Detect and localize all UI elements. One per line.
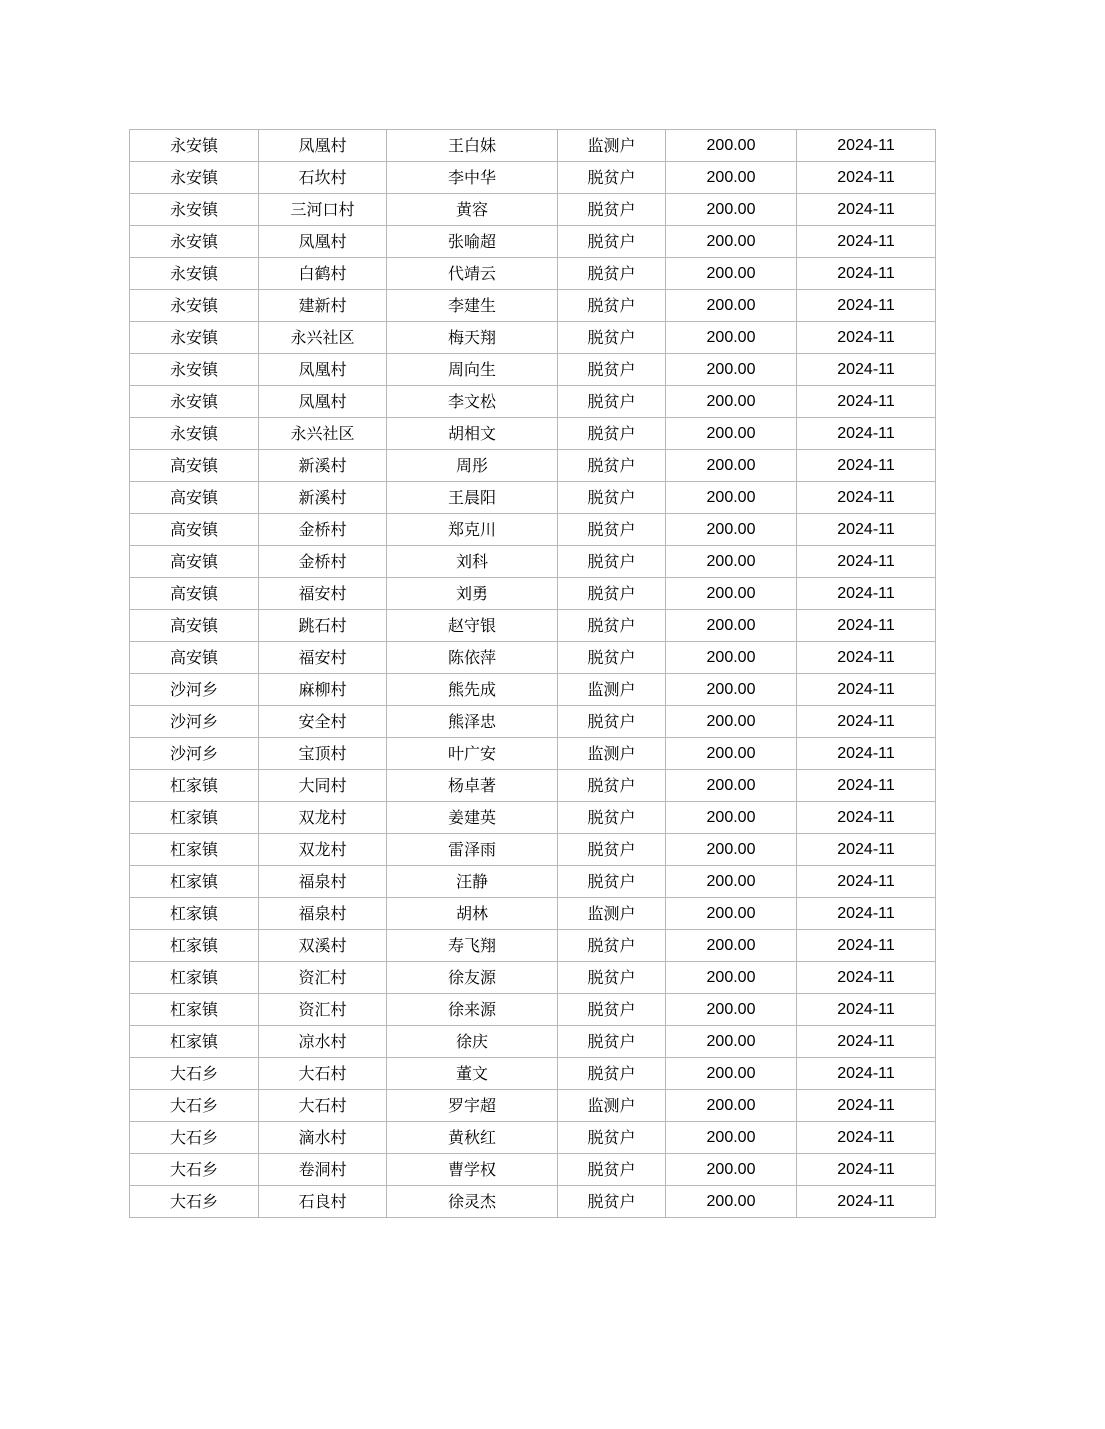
amount-cell: 200.00 (666, 1090, 797, 1122)
table-row (130, 1090, 936, 1122)
name-cell: 赵守银 (387, 610, 558, 642)
town-cell: 永安镇 (130, 194, 259, 226)
amount-cell: 200.00 (666, 610, 797, 642)
village-cell: 滴水村 (259, 1122, 387, 1154)
table-row (130, 258, 936, 290)
table-row (130, 194, 936, 226)
village-cell: 资汇村 (259, 962, 387, 994)
name-cell: 张喻超 (387, 226, 558, 258)
village-cell: 永兴社区 (259, 322, 387, 354)
household-type-cell: 脱贫户 (558, 930, 666, 962)
table-row (130, 482, 936, 514)
amount-cell: 200.00 (666, 898, 797, 930)
name-cell: 黄容 (387, 194, 558, 226)
table-row (130, 226, 936, 258)
town-cell: 大石乡 (130, 1186, 259, 1218)
table-row (130, 386, 936, 418)
household-type-cell: 脱贫户 (558, 866, 666, 898)
town-cell: 高安镇 (130, 546, 259, 578)
town-cell: 杠家镇 (130, 994, 259, 1026)
village-cell: 白鹤村 (259, 258, 387, 290)
period-cell: 2024-11 (797, 642, 936, 674)
amount-cell: 200.00 (666, 450, 797, 482)
table-row (130, 866, 936, 898)
amount-cell: 200.00 (666, 386, 797, 418)
town-cell: 永安镇 (130, 258, 259, 290)
town-cell: 沙河乡 (130, 706, 259, 738)
period-cell: 2024-11 (797, 162, 936, 194)
household-type-cell: 脱贫户 (558, 578, 666, 610)
household-type-cell: 脱贫户 (558, 418, 666, 450)
table-row (130, 738, 936, 770)
household-type-cell: 脱贫户 (558, 290, 666, 322)
period-cell: 2024-11 (797, 898, 936, 930)
town-cell: 大石乡 (130, 1154, 259, 1186)
household-type-cell: 脱贫户 (558, 258, 666, 290)
period-cell: 2024-11 (797, 290, 936, 322)
village-cell: 凤凰村 (259, 354, 387, 386)
village-cell: 大石村 (259, 1058, 387, 1090)
town-cell: 永安镇 (130, 418, 259, 450)
town-cell: 杠家镇 (130, 802, 259, 834)
town-cell: 永安镇 (130, 386, 259, 418)
name-cell: 徐友源 (387, 962, 558, 994)
amount-cell: 200.00 (666, 514, 797, 546)
amount-cell: 200.00 (666, 290, 797, 322)
table-row (130, 674, 936, 706)
village-cell: 麻柳村 (259, 674, 387, 706)
village-cell: 凤凰村 (259, 130, 387, 162)
period-cell: 2024-11 (797, 866, 936, 898)
table-row (130, 1026, 936, 1058)
household-type-cell: 脱贫户 (558, 450, 666, 482)
name-cell: 代靖云 (387, 258, 558, 290)
town-cell: 永安镇 (130, 162, 259, 194)
town-cell: 大石乡 (130, 1090, 259, 1122)
town-cell: 永安镇 (130, 226, 259, 258)
household-type-cell: 脱贫户 (558, 162, 666, 194)
household-type-cell: 脱贫户 (558, 610, 666, 642)
village-cell: 凉水村 (259, 1026, 387, 1058)
table-row (130, 834, 936, 866)
table-row (130, 290, 936, 322)
amount-cell: 200.00 (666, 418, 797, 450)
amount-cell: 200.00 (666, 994, 797, 1026)
amount-cell: 200.00 (666, 258, 797, 290)
amount-cell: 200.00 (666, 770, 797, 802)
amount-cell: 200.00 (666, 962, 797, 994)
village-cell: 石坎村 (259, 162, 387, 194)
household-type-cell: 脱贫户 (558, 706, 666, 738)
table-row (130, 610, 936, 642)
village-cell: 大石村 (259, 1090, 387, 1122)
amount-cell: 200.00 (666, 578, 797, 610)
period-cell: 2024-11 (797, 770, 936, 802)
period-cell: 2024-11 (797, 386, 936, 418)
village-cell: 新溪村 (259, 482, 387, 514)
amount-cell: 200.00 (666, 1058, 797, 1090)
town-cell: 高安镇 (130, 482, 259, 514)
town-cell: 高安镇 (130, 450, 259, 482)
town-cell: 杠家镇 (130, 962, 259, 994)
period-cell: 2024-11 (797, 738, 936, 770)
town-cell: 永安镇 (130, 354, 259, 386)
period-cell: 2024-11 (797, 1058, 936, 1090)
village-cell: 金桥村 (259, 514, 387, 546)
table-body (130, 130, 936, 1218)
village-cell: 建新村 (259, 290, 387, 322)
name-cell: 罗宇超 (387, 1090, 558, 1122)
village-cell: 福安村 (259, 642, 387, 674)
town-cell: 大石乡 (130, 1122, 259, 1154)
household-type-cell: 脱贫户 (558, 1154, 666, 1186)
household-type-cell: 脱贫户 (558, 642, 666, 674)
amount-cell: 200.00 (666, 1026, 797, 1058)
village-cell: 跳石村 (259, 610, 387, 642)
table-row (130, 642, 936, 674)
town-cell: 高安镇 (130, 578, 259, 610)
table-row (130, 578, 936, 610)
name-cell: 刘勇 (387, 578, 558, 610)
household-type-cell: 脱贫户 (558, 962, 666, 994)
household-type-cell: 脱贫户 (558, 514, 666, 546)
amount-cell: 200.00 (666, 482, 797, 514)
period-cell: 2024-11 (797, 1186, 936, 1218)
name-cell: 寿飞翔 (387, 930, 558, 962)
household-type-cell: 脱贫户 (558, 994, 666, 1026)
amount-cell: 200.00 (666, 706, 797, 738)
name-cell: 徐来源 (387, 994, 558, 1026)
name-cell: 胡林 (387, 898, 558, 930)
amount-cell: 200.00 (666, 1154, 797, 1186)
town-cell: 杠家镇 (130, 1026, 259, 1058)
village-cell: 双溪村 (259, 930, 387, 962)
period-cell: 2024-11 (797, 130, 936, 162)
amount-cell: 200.00 (666, 1122, 797, 1154)
table-row (130, 994, 936, 1026)
household-type-cell: 监测户 (558, 898, 666, 930)
table-row (130, 1154, 936, 1186)
amount-cell: 200.00 (666, 162, 797, 194)
town-cell: 杠家镇 (130, 898, 259, 930)
name-cell: 刘科 (387, 546, 558, 578)
amount-cell: 200.00 (666, 802, 797, 834)
town-cell: 高安镇 (130, 642, 259, 674)
town-cell: 杠家镇 (130, 770, 259, 802)
household-type-cell: 监测户 (558, 674, 666, 706)
amount-cell: 200.00 (666, 834, 797, 866)
household-type-cell: 监测户 (558, 130, 666, 162)
amount-cell: 200.00 (666, 738, 797, 770)
village-cell: 三河口村 (259, 194, 387, 226)
name-cell: 周彤 (387, 450, 558, 482)
period-cell: 2024-11 (797, 1090, 936, 1122)
period-cell: 2024-11 (797, 226, 936, 258)
amount-cell: 200.00 (666, 642, 797, 674)
household-type-cell: 脱贫户 (558, 1122, 666, 1154)
table-row (130, 930, 936, 962)
village-cell: 大同村 (259, 770, 387, 802)
village-cell: 金桥村 (259, 546, 387, 578)
period-cell: 2024-11 (797, 546, 936, 578)
village-cell: 永兴社区 (259, 418, 387, 450)
name-cell: 李文松 (387, 386, 558, 418)
household-type-cell: 脱贫户 (558, 834, 666, 866)
table-row (130, 130, 936, 162)
name-cell: 叶广安 (387, 738, 558, 770)
amount-cell: 200.00 (666, 1186, 797, 1218)
village-cell: 资汇村 (259, 994, 387, 1026)
period-cell: 2024-11 (797, 610, 936, 642)
name-cell: 熊泽忠 (387, 706, 558, 738)
amount-cell: 200.00 (666, 866, 797, 898)
household-type-cell: 脱贫户 (558, 226, 666, 258)
name-cell: 黄秋红 (387, 1122, 558, 1154)
period-cell: 2024-11 (797, 578, 936, 610)
name-cell: 李建生 (387, 290, 558, 322)
period-cell: 2024-11 (797, 802, 936, 834)
town-cell: 沙河乡 (130, 738, 259, 770)
town-cell: 杠家镇 (130, 834, 259, 866)
period-cell: 2024-11 (797, 482, 936, 514)
name-cell: 姜建英 (387, 802, 558, 834)
period-cell: 2024-11 (797, 514, 936, 546)
table-row (130, 962, 936, 994)
household-type-cell: 脱贫户 (558, 1058, 666, 1090)
village-cell: 双龙村 (259, 802, 387, 834)
village-cell: 凤凰村 (259, 226, 387, 258)
household-type-cell: 脱贫户 (558, 194, 666, 226)
table-row (130, 354, 936, 386)
name-cell: 董文 (387, 1058, 558, 1090)
name-cell: 王晨阳 (387, 482, 558, 514)
table-row (130, 162, 936, 194)
village-cell: 卷洞村 (259, 1154, 387, 1186)
period-cell: 2024-11 (797, 706, 936, 738)
town-cell: 永安镇 (130, 130, 259, 162)
village-cell: 宝顶村 (259, 738, 387, 770)
amount-cell: 200.00 (666, 226, 797, 258)
amount-cell: 200.00 (666, 130, 797, 162)
period-cell: 2024-11 (797, 258, 936, 290)
period-cell: 2024-11 (797, 450, 936, 482)
town-cell: 杠家镇 (130, 930, 259, 962)
period-cell: 2024-11 (797, 1154, 936, 1186)
name-cell: 徐灵杰 (387, 1186, 558, 1218)
period-cell: 2024-11 (797, 1026, 936, 1058)
household-type-cell: 脱贫户 (558, 546, 666, 578)
town-cell: 杠家镇 (130, 866, 259, 898)
household-type-cell: 脱贫户 (558, 482, 666, 514)
town-cell: 高安镇 (130, 514, 259, 546)
data-table (129, 129, 936, 1218)
table-row (130, 770, 936, 802)
table-row (130, 1058, 936, 1090)
period-cell: 2024-11 (797, 994, 936, 1026)
period-cell: 2024-11 (797, 194, 936, 226)
amount-cell: 200.00 (666, 194, 797, 226)
period-cell: 2024-11 (797, 834, 936, 866)
name-cell: 梅天翔 (387, 322, 558, 354)
town-cell: 大石乡 (130, 1058, 259, 1090)
name-cell: 雷泽雨 (387, 834, 558, 866)
household-type-cell: 脱贫户 (558, 770, 666, 802)
table-row (130, 546, 936, 578)
table-row (130, 514, 936, 546)
village-cell: 福泉村 (259, 866, 387, 898)
table-row (130, 450, 936, 482)
village-cell: 双龙村 (259, 834, 387, 866)
town-cell: 永安镇 (130, 322, 259, 354)
name-cell: 汪静 (387, 866, 558, 898)
table-row (130, 1122, 936, 1154)
village-cell: 福泉村 (259, 898, 387, 930)
town-cell: 永安镇 (130, 290, 259, 322)
name-cell: 王白妹 (387, 130, 558, 162)
village-cell: 福安村 (259, 578, 387, 610)
amount-cell: 200.00 (666, 546, 797, 578)
table-row (130, 802, 936, 834)
village-cell: 新溪村 (259, 450, 387, 482)
name-cell: 熊先成 (387, 674, 558, 706)
household-type-cell: 监测户 (558, 738, 666, 770)
period-cell: 2024-11 (797, 322, 936, 354)
name-cell: 胡相文 (387, 418, 558, 450)
name-cell: 杨卓著 (387, 770, 558, 802)
name-cell: 周向生 (387, 354, 558, 386)
town-cell: 高安镇 (130, 610, 259, 642)
village-cell: 安全村 (259, 706, 387, 738)
period-cell: 2024-11 (797, 930, 936, 962)
period-cell: 2024-11 (797, 1122, 936, 1154)
table-row (130, 1186, 936, 1218)
table-row (130, 418, 936, 450)
household-type-cell: 脱贫户 (558, 354, 666, 386)
household-type-cell: 脱贫户 (558, 1026, 666, 1058)
amount-cell: 200.00 (666, 354, 797, 386)
name-cell: 李中华 (387, 162, 558, 194)
name-cell: 郑克川 (387, 514, 558, 546)
table-row (130, 322, 936, 354)
name-cell: 陈依萍 (387, 642, 558, 674)
period-cell: 2024-11 (797, 674, 936, 706)
village-cell: 凤凰村 (259, 386, 387, 418)
household-type-cell: 脱贫户 (558, 802, 666, 834)
table-row (130, 706, 936, 738)
amount-cell: 200.00 (666, 674, 797, 706)
household-type-cell: 脱贫户 (558, 322, 666, 354)
amount-cell: 200.00 (666, 322, 797, 354)
household-type-cell: 脱贫户 (558, 386, 666, 418)
household-type-cell: 监测户 (558, 1090, 666, 1122)
household-type-cell: 脱贫户 (558, 1186, 666, 1218)
table-row (130, 898, 936, 930)
village-cell: 石良村 (259, 1186, 387, 1218)
amount-cell: 200.00 (666, 930, 797, 962)
period-cell: 2024-11 (797, 354, 936, 386)
period-cell: 2024-11 (797, 418, 936, 450)
name-cell: 徐庆 (387, 1026, 558, 1058)
name-cell: 曹学权 (387, 1154, 558, 1186)
period-cell: 2024-11 (797, 962, 936, 994)
town-cell: 沙河乡 (130, 674, 259, 706)
